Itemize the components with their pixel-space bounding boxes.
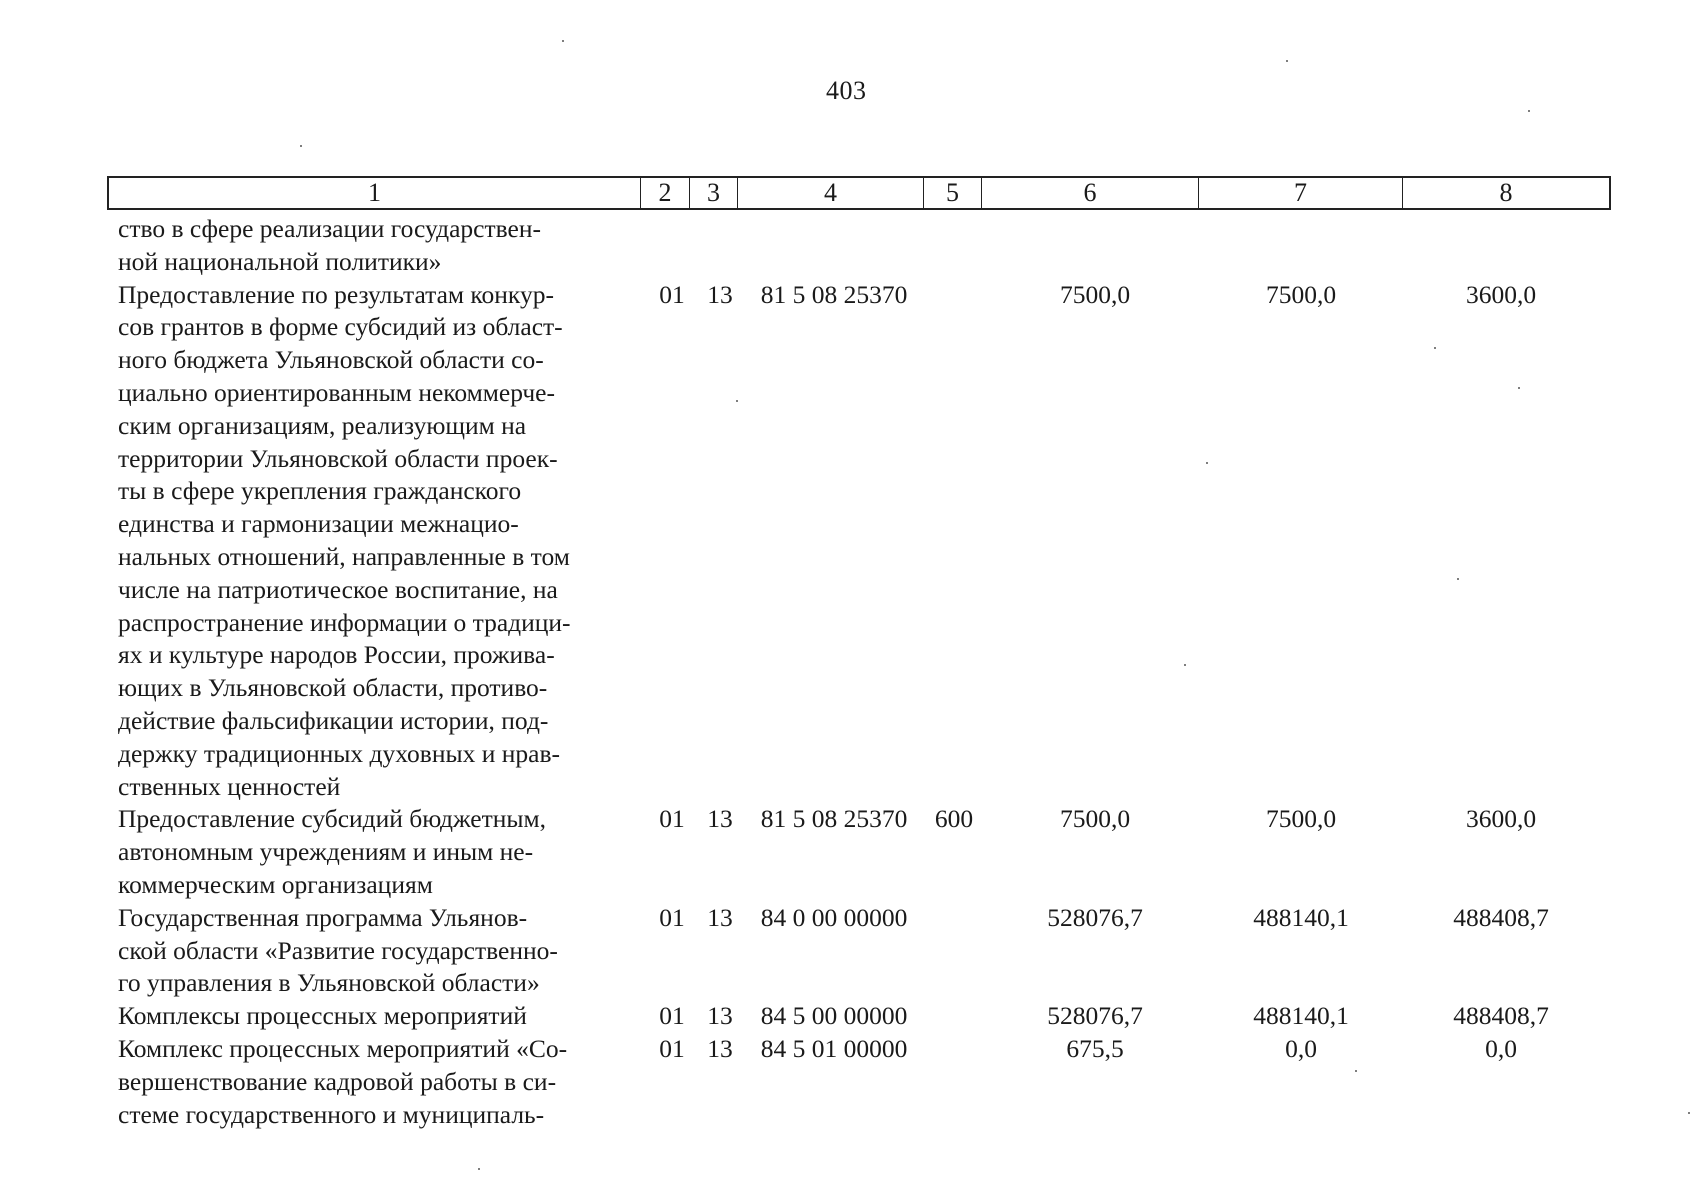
row-amount-col6: 675,5 [1066, 1033, 1124, 1063]
row-amount-col7: 488140,1 [1253, 902, 1349, 932]
row-amount-col7: 7500,0 [1265, 804, 1337, 834]
row-code-subsection: 13 [707, 804, 733, 834]
table-row [0, 1033, 1606, 1131]
scan-speck [562, 40, 564, 42]
row-amount-col6: 528076,7 [1047, 902, 1143, 932]
header-cell-2: 2 [641, 178, 690, 208]
row-expense-type: 600 [934, 804, 974, 834]
row-amount-col7: 7500,0 [1265, 279, 1337, 309]
row-amount-col8: 3600,0 [1465, 279, 1537, 309]
row-code-subsection: 13 [707, 1001, 733, 1031]
row-amount-col8: 488408,7 [1453, 1001, 1549, 1031]
row-target-article: 84 5 00 00000 [760, 1001, 908, 1031]
row-code-subsection: 13 [707, 902, 733, 932]
header-cell-1: 1 [109, 178, 641, 208]
row-target-article: 81 5 08 25370 [760, 804, 908, 834]
table-row [0, 803, 1606, 901]
row-description: ство в сфере реализации государствен- ной национальной политики» [118, 214, 541, 276]
scan-speck [478, 1168, 480, 1170]
row-code-section: 01 [659, 804, 685, 834]
row-code-section: 01 [659, 902, 685, 932]
table-row [0, 902, 1606, 1000]
row-code-section: 01 [659, 1033, 685, 1063]
row-amount-col6: 528076,7 [1047, 1001, 1143, 1031]
row-amount-col7: 0,0 [1285, 1033, 1317, 1063]
row-description: Предоставление по результатам конкур- сов грантов в форме субсидий из област- ного бюджета Ульяновской области со- циально ориентированным некоммерче- ским организациям, реализующим на территории Ульяновской области проек- ты в сфере укрепления гражданского единства и гармонизации межнацио- нальных отношений, направленные в том числе на патриотическое воспитание, на распространение информации о традици- ях и культуре народов России, прожива- ющих в Ульяновской области, противо- действие фальсификации истории, под- держку традиционных духовных и нрав- ственных ценностей [118, 279, 571, 801]
header-cell-8: 8 [1499, 178, 1513, 207]
row-description: Государственная программа Ульянов- ской области «Развитие государственно- го управления в Ульяновской области» [118, 902, 558, 998]
header-cell-6: 6 [982, 178, 1199, 208]
row-target-article: 84 5 01 00000 [760, 1033, 908, 1063]
table-row [0, 279, 1606, 804]
table-row [0, 213, 1606, 279]
row-code-subsection: 13 [707, 279, 733, 309]
row-target-article: 84 0 00 00000 [760, 902, 908, 932]
row-code-section: 01 [659, 1001, 685, 1031]
header-cell-5: 5 [924, 178, 982, 208]
scan-speck [300, 145, 302, 147]
scan-speck [1528, 110, 1530, 112]
row-amount-col8: 488408,7 [1453, 902, 1549, 932]
row-description: Предоставление субсидий бюджетным, автономным учреждениям и иным не- коммерческим организациям [118, 804, 547, 899]
header-cell-7: 7 [1199, 178, 1403, 208]
row-amount-col8: 0,0 [1485, 1033, 1517, 1063]
row-amount-col6: 7500,0 [1059, 279, 1131, 309]
row-amount-col7: 488140,1 [1253, 1001, 1349, 1031]
row-target-article: 81 5 08 25370 [760, 279, 908, 309]
row-code-subsection: 13 [707, 1033, 733, 1063]
header-cell-3: 3 [690, 178, 738, 208]
scan-speck [1286, 60, 1288, 62]
scan-speck [1688, 1112, 1690, 1114]
page-number: 403 [826, 76, 867, 105]
header-cell-4: 4 [738, 178, 924, 208]
table-header-row [107, 176, 1611, 210]
row-code-section: 01 [659, 279, 685, 309]
table-body [0, 213, 1606, 1131]
table-row [0, 1000, 1606, 1033]
row-amount-col8: 3600,0 [1465, 804, 1537, 834]
row-amount-col6: 7500,0 [1059, 804, 1131, 834]
row-description: Комплекс процессных мероприятий «Со- вершенствование кадровой работы в си- стеме государственного и муниципаль- [118, 1033, 568, 1129]
row-description: Комплексы процессных мероприятий [118, 1001, 527, 1031]
